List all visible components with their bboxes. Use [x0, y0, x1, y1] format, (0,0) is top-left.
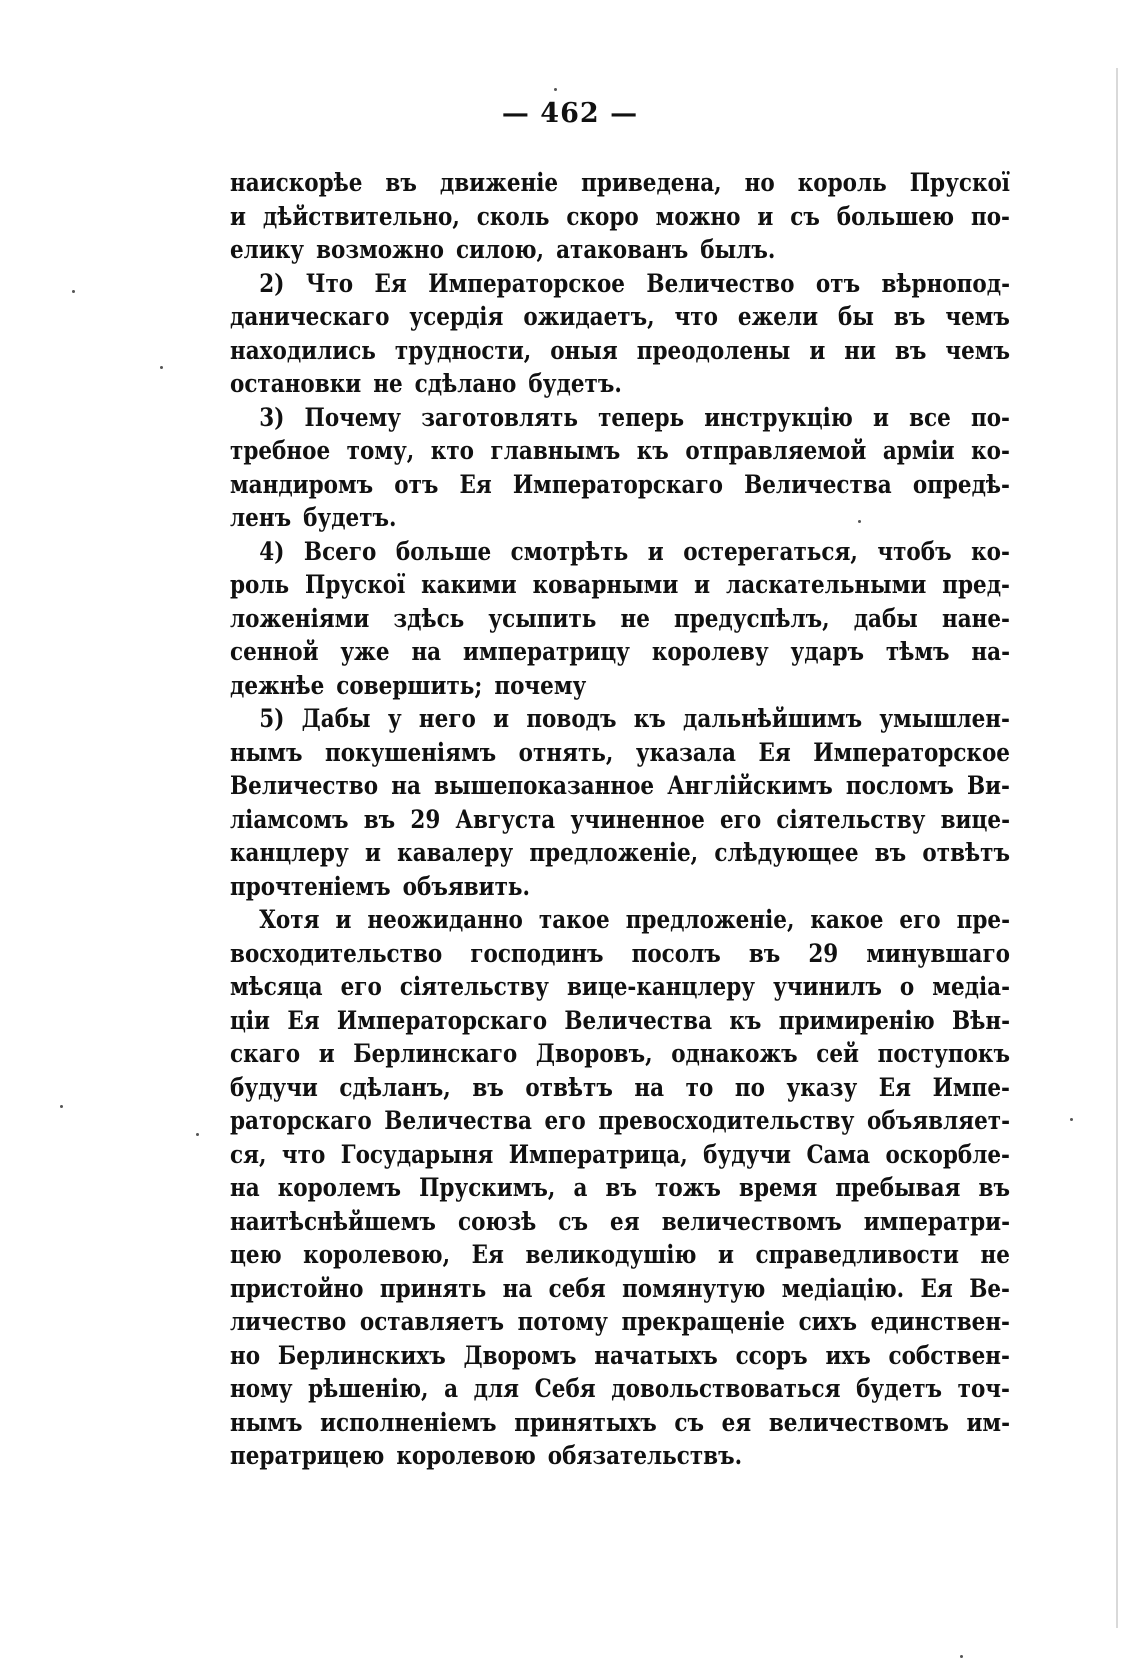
print-speck	[72, 290, 75, 293]
text-line: ному рѣшенію, а для Себя довольствоваться будетъ точ-	[230, 1374, 1010, 1403]
text-line: находились трудности, оныя преодолены и ни въ чемъ	[230, 335, 1010, 365]
text-line: дежнѣе совершить; почему	[230, 670, 587, 700]
text-line: елику возможно силою, атакованъ былъ.	[230, 235, 776, 264]
text-line: даническаго усердія ожидаетъ, что ежели бы въ чемъ	[230, 302, 1010, 331]
text-line: и дѣйствительно, сколь скоро можно и съ большею по-	[230, 201, 1010, 231]
text-line: Величество на вышепоказанное Англійскимъ посломъ Ви-	[230, 771, 1010, 800]
text-line: 4) Всего больше смотрѣть и остерегаться, чтобъ ко-	[259, 536, 1010, 566]
text-line: на королемъ Прускимъ, а въ тожъ время пребывая въ	[230, 1173, 1010, 1202]
text-line: роль Прускої какими коварными и ласкательными пред-	[230, 570, 1010, 599]
page-edge-shadow	[1116, 68, 1118, 1628]
text-line: канцлеру и кавалеру предложеніе, слѣдующее въ отвѣтъ	[230, 838, 1010, 867]
print-speck	[60, 1105, 63, 1108]
text-line: скаго и Берлинскаго Дворовъ, однакожъ сей поступокъ	[230, 1039, 1010, 1068]
text-line: ліамсомъ въ 29 Августа учиненное его сіятельству вице-	[230, 804, 1010, 834]
text-line: ціи Ея Императорскаго Величества къ примиренію Вѣн-	[230, 1005, 1010, 1035]
text-line: ся, что Государыня Императрица, будучи Сама оскорбле-	[230, 1139, 1010, 1169]
text-line: мѣсяца его сіятельству вице-канцлеру учинилъ о медіа-	[230, 972, 1011, 1001]
text-line: остановки не сдѣлано будетъ.	[230, 369, 622, 398]
print-speck	[554, 88, 557, 91]
text-line: цею королевою, Ея великодушію и справедливости не	[230, 1240, 1010, 1269]
page-number: — 462 —	[501, 98, 639, 129]
print-speck	[196, 1133, 199, 1136]
print-speck	[160, 366, 163, 369]
text-line: но Берлинскихъ Дворомъ начатыхъ ссоръ ихъ собствен-	[230, 1340, 1010, 1370]
text-line: Хотя и неожиданно такое предложеніе, какое его пре-	[259, 905, 1010, 934]
text-line: 2) Что Ея Императорское Величество отъ вѣрнопод-	[259, 268, 1010, 298]
text-line: восходительство господинъ посолъ въ 29 минувшаго	[230, 938, 1010, 968]
text-line: наитѣснѣйшемъ союзѣ съ ея величествомъ императри-	[230, 1206, 1011, 1236]
text-line: нымъ покушеніямъ отнять, указала Ея Императорское	[230, 737, 1010, 767]
text-line: 3) Почему заготовлять теперь инструкцію и все по-	[259, 402, 1010, 432]
text-line: ленъ будетъ.	[230, 503, 397, 532]
text-line: нымъ исполненіемъ принятыхъ съ ея величествомъ им-	[230, 1407, 1011, 1437]
print-speck	[1070, 1118, 1073, 1121]
text-line: раторскаго Величества его превосходительству объявляет-	[230, 1106, 1011, 1135]
text-line: требное тому, кто главнымъ къ отправляемой арміи ко-	[230, 436, 1010, 465]
text-line: личество оставляетъ потому прекращеніе сихъ единствен-	[230, 1307, 1010, 1336]
print-speck	[960, 1655, 963, 1658]
text-line: пристойно принять на себя помянутую медіацію. Ея Ве-	[230, 1273, 1010, 1303]
text-line: мандиромъ отъ Ея Императорскаго Величества опредѣ-	[230, 469, 1010, 499]
text-line: сенной уже на императрицу королеву ударъ тѣмъ на-	[230, 637, 1011, 666]
text-line: наискорѣе въ движеніе приведена, но король Прускої	[230, 168, 1010, 197]
text-line: будучи сдѣланъ, въ отвѣтъ на то по указу Ея Импе-	[230, 1072, 1010, 1102]
text-line: ператрицею королевою обязательствъ.	[230, 1441, 743, 1470]
text-line: прочтеніемъ объявить.	[230, 871, 530, 901]
text-line: ложеніями здѣсь усыпить не предуспѣлъ, дабы нане-	[230, 603, 1010, 633]
text-line: 5) Дабы у него и поводъ къ дальнѣйшимъ умышлен-	[259, 704, 1010, 733]
print-speck	[858, 520, 861, 523]
body-text	[230, 166, 1010, 1473]
